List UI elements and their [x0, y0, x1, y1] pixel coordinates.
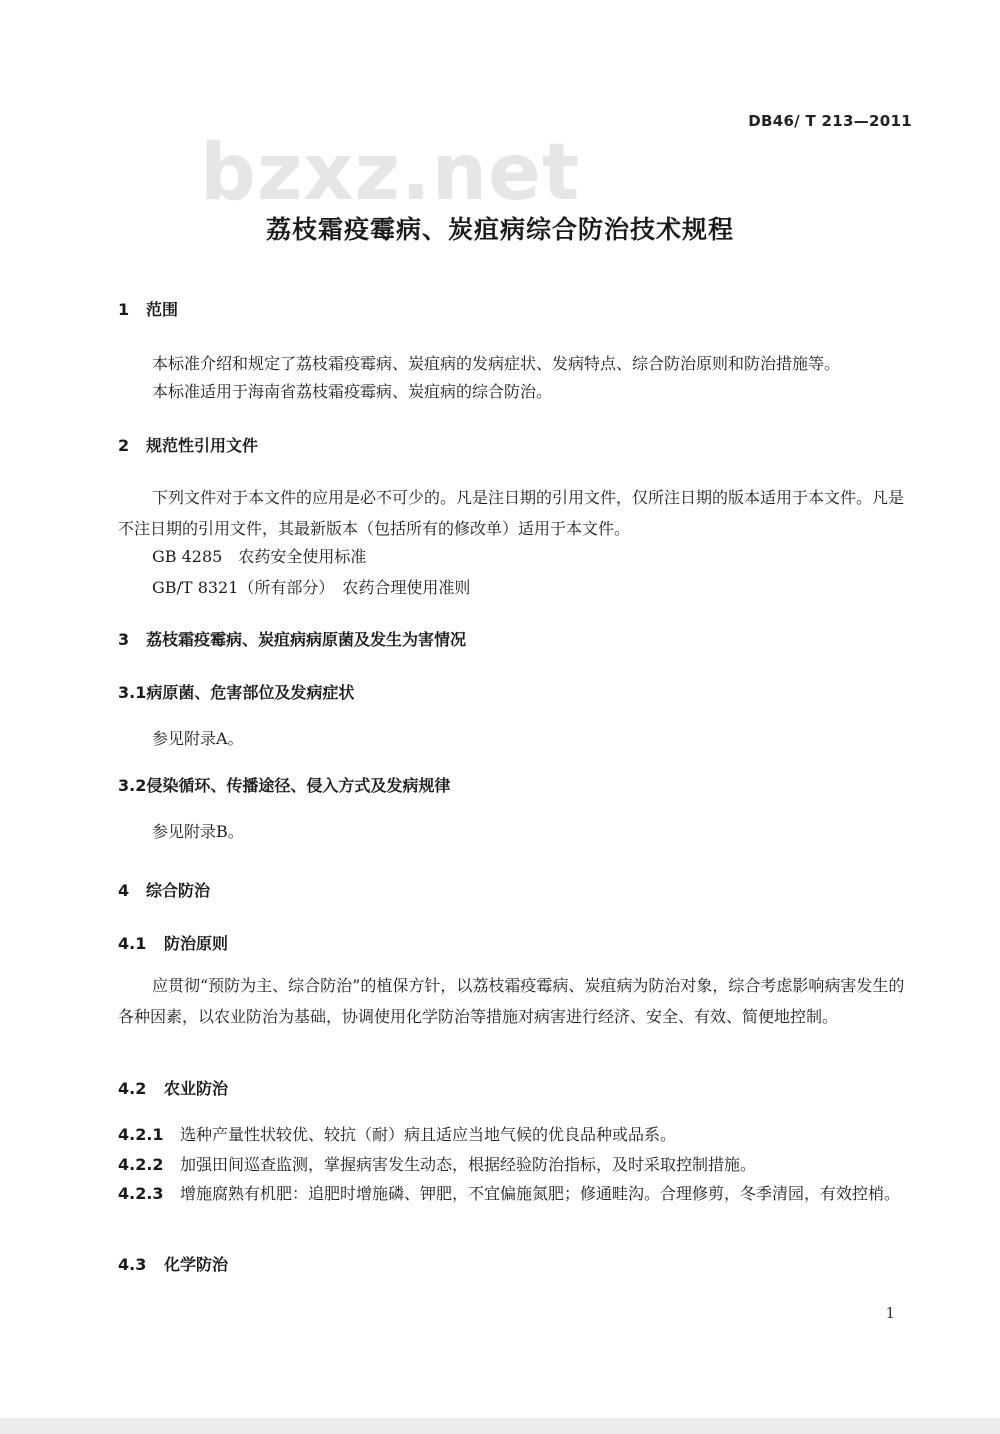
section-number: 4.1 [118, 934, 147, 953]
section-title: 范围 [146, 300, 179, 319]
section-3-heading [118, 627, 466, 650]
section-title: 防治原则 [164, 934, 229, 953]
item-text: 选种产量性状较优、较抗（耐）病且适应当地气候的优良品种或品系。 [180, 1125, 677, 1144]
standard-code: DB46/ T 213—2011 [748, 112, 912, 130]
item-4-2-2 [118, 1152, 756, 1175]
section-title: 农业防治 [164, 1079, 229, 1098]
section-title: 荔枝霜疫霉病、炭疽病病原菌及发生为害情况 [146, 630, 467, 649]
section-number: 3.2 [118, 776, 147, 795]
section-1-para-1: 本标准介绍和规定了荔枝霜疫霉病、炭疽病的发病症状、发病特点、综合防治原则和防治措施等。 [152, 354, 841, 373]
section-2-para: 下列文件对于本文件的应用是必不可少的。凡是注日期的引用文件，仅所注日期的版本适用于本文件。凡是不注日期的引用文件，其最新版本（包括所有的修改单）适用于本文件。 [118, 488, 905, 538]
section-4-1-text: 应贯彻“预防为主、综合防治”的植保方针，以荔枝霜疫霉病、炭疽病为防治对象，综合考虑影响病害发生的各种因素，以农业防治为基础，协调使用化学防治等措施对病害进行经济、安全、有效、简便地控制。 [118, 976, 905, 1026]
section-2-heading [118, 433, 258, 456]
reference-2: GB/T 8321（所有部分） 农药合理使用准则 [152, 578, 471, 597]
item-text: 加强田间巡查监测，掌握病害发生动态，根据经验防治指标，及时采取控制措施。 [180, 1155, 757, 1174]
section-4-1-heading [118, 931, 228, 954]
section-number: 1 [118, 300, 130, 319]
section-title: 综合防治 [146, 881, 211, 900]
item-4-2-1 [118, 1122, 676, 1145]
section-number: 3 [118, 630, 130, 649]
section-title: 侵染循环、传播途径、侵入方式及发病规律 [146, 776, 451, 795]
section-title: 病原菌、危害部位及发病症状 [146, 683, 355, 702]
reference-1: GB 4285 农药安全使用标准 [152, 547, 367, 566]
section-4-heading [118, 878, 210, 901]
item-number: 4.2.2 [118, 1155, 164, 1174]
section-1-heading [118, 297, 178, 320]
section-number: 4.3 [118, 1255, 147, 1274]
watermark: bzxz.net [200, 128, 581, 218]
section-title: 化学防治 [164, 1255, 229, 1274]
section-number: 4 [118, 881, 130, 900]
item-text: 增施腐熟有机肥：追肥时增施磷、钾肥，不宜偏施氮肥；修通畦沟。合理修剪，冬季清园，有效控梢。 [180, 1184, 901, 1203]
item-4-2-3 [118, 1178, 914, 1209]
section-3-2-heading [118, 773, 450, 796]
item-number: 4.2.3 [118, 1184, 164, 1203]
document-title: 荔枝霜疫霉病、炭疽病综合防治技术规程 [265, 215, 734, 244]
section-1-para-2: 本标准适用于海南省荔枝霜疫霉病、炭疽病的综合防治。 [152, 382, 553, 401]
section-3-2-text: 参见附录B。 [152, 822, 244, 841]
section-3-1-heading [118, 680, 354, 703]
section-4-3-heading [118, 1252, 228, 1275]
section-title: 规范性引用文件 [146, 436, 259, 455]
section-number: 3.1 [118, 683, 147, 702]
section-3-1-text: 参见附录A。 [152, 729, 244, 748]
section-number: 4.2 [118, 1079, 147, 1098]
section-4-2-heading [118, 1076, 228, 1099]
section-number: 2 [118, 436, 130, 455]
item-number: 4.2.1 [118, 1125, 164, 1144]
page-number: 1 [885, 1304, 895, 1322]
viewer-bottom-strip [0, 1418, 1000, 1434]
